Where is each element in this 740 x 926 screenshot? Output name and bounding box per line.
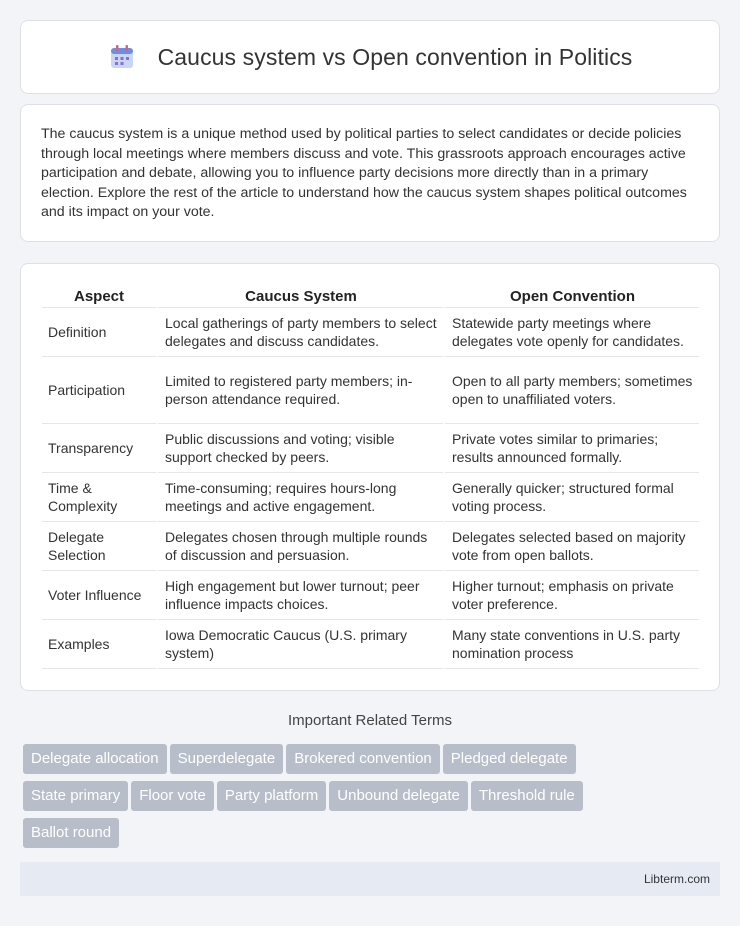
cell-aspect: Voter Influence bbox=[42, 571, 156, 620]
table-row bbox=[42, 571, 699, 620]
related-term-tag[interactable]: Party platform bbox=[217, 781, 326, 811]
related-term-tag[interactable]: Ballot round bbox=[23, 818, 119, 848]
intro-text: The caucus system is a unique method used by political parties to select candidates or decide policies through local meetings where members discuss and vote. This grassroots approach encourages active participation and debate, allowing you to influence party decisions more directly than in a primary election. Explore the rest of the article to understand how the caucus system shapes political outcomes and its impact on your vote. bbox=[41, 126, 687, 221]
related-term-tag[interactable]: Pledged delegate bbox=[443, 744, 576, 774]
cell-caucus: Time-consuming; requires hours-long meetings and active engagement. bbox=[156, 473, 443, 522]
intro-card bbox=[20, 104, 720, 242]
cell-aspect: Definition bbox=[42, 308, 156, 357]
cell-caucus: High engagement but lower turnout; peer influence impacts choices. bbox=[156, 571, 443, 620]
cell-open: Statewide party meetings where delegates vote openly for candidates. bbox=[443, 308, 699, 357]
footer-site-link[interactable]: Libterm.com bbox=[643, 872, 710, 886]
related-term-tag[interactable]: Delegate allocation bbox=[23, 744, 167, 774]
cell-caucus: Delegates chosen through multiple rounds of discussion and persuasion. bbox=[156, 522, 443, 571]
cell-aspect: Delegate Selection bbox=[42, 522, 156, 571]
table-header-row bbox=[42, 284, 699, 308]
cell-caucus: Limited to registered party members; in-person attendance required. bbox=[156, 357, 443, 424]
cell-open: Generally quicker; structured formal voting process. bbox=[443, 473, 699, 522]
calendar-icon bbox=[108, 43, 136, 71]
related-terms-list bbox=[23, 744, 723, 855]
comparison-table bbox=[42, 284, 699, 669]
header-card bbox=[20, 20, 720, 94]
cell-caucus: Public discussions and voting; visible support checked by peers. bbox=[156, 424, 443, 473]
related-term-tag[interactable]: Superdelegate bbox=[170, 744, 284, 774]
cell-caucus: Iowa Democratic Caucus (U.S. primary system) bbox=[156, 620, 443, 669]
related-term-tag[interactable]: Unbound delegate bbox=[329, 781, 468, 811]
cell-open: Many state conventions in U.S. party nomination process bbox=[443, 620, 699, 669]
header-aspect: Aspect bbox=[42, 284, 156, 308]
table-row bbox=[42, 522, 699, 571]
cell-aspect: Transparency bbox=[42, 424, 156, 473]
page-title: Caucus system vs Open convention in Politics bbox=[157, 43, 633, 70]
header-caucus: Caucus System bbox=[156, 284, 443, 308]
cell-aspect: Participation bbox=[42, 357, 156, 424]
cell-aspect: Time & Complexity bbox=[42, 473, 156, 522]
cell-open: Higher turnout; emphasis on private voter preference. bbox=[443, 571, 699, 620]
related-term-tag[interactable]: State primary bbox=[23, 781, 128, 811]
cell-aspect: Examples bbox=[42, 620, 156, 669]
related-term-tag[interactable]: Threshold rule bbox=[471, 781, 583, 811]
cell-open: Private votes similar to primaries; results announced formally. bbox=[443, 424, 699, 473]
table-row bbox=[42, 357, 699, 424]
table-row bbox=[42, 620, 699, 669]
cell-open: Delegates selected based on majority vote from open ballots. bbox=[443, 522, 699, 571]
table-row bbox=[42, 473, 699, 522]
related-term-tag[interactable]: Brokered convention bbox=[286, 744, 440, 774]
related-terms-title: Important Related Terms bbox=[288, 712, 452, 729]
header-open: Open Convention bbox=[443, 284, 699, 308]
table-row bbox=[42, 308, 699, 357]
footer bbox=[20, 862, 720, 896]
comparison-table-card bbox=[20, 263, 720, 691]
table-row bbox=[42, 424, 699, 473]
related-term-tag[interactable]: Floor vote bbox=[131, 781, 214, 811]
cell-caucus: Local gatherings of party members to select delegates and discuss candidates. bbox=[156, 308, 443, 357]
cell-open: Open to all party members; sometimes open to unaffiliated voters. bbox=[443, 357, 699, 424]
